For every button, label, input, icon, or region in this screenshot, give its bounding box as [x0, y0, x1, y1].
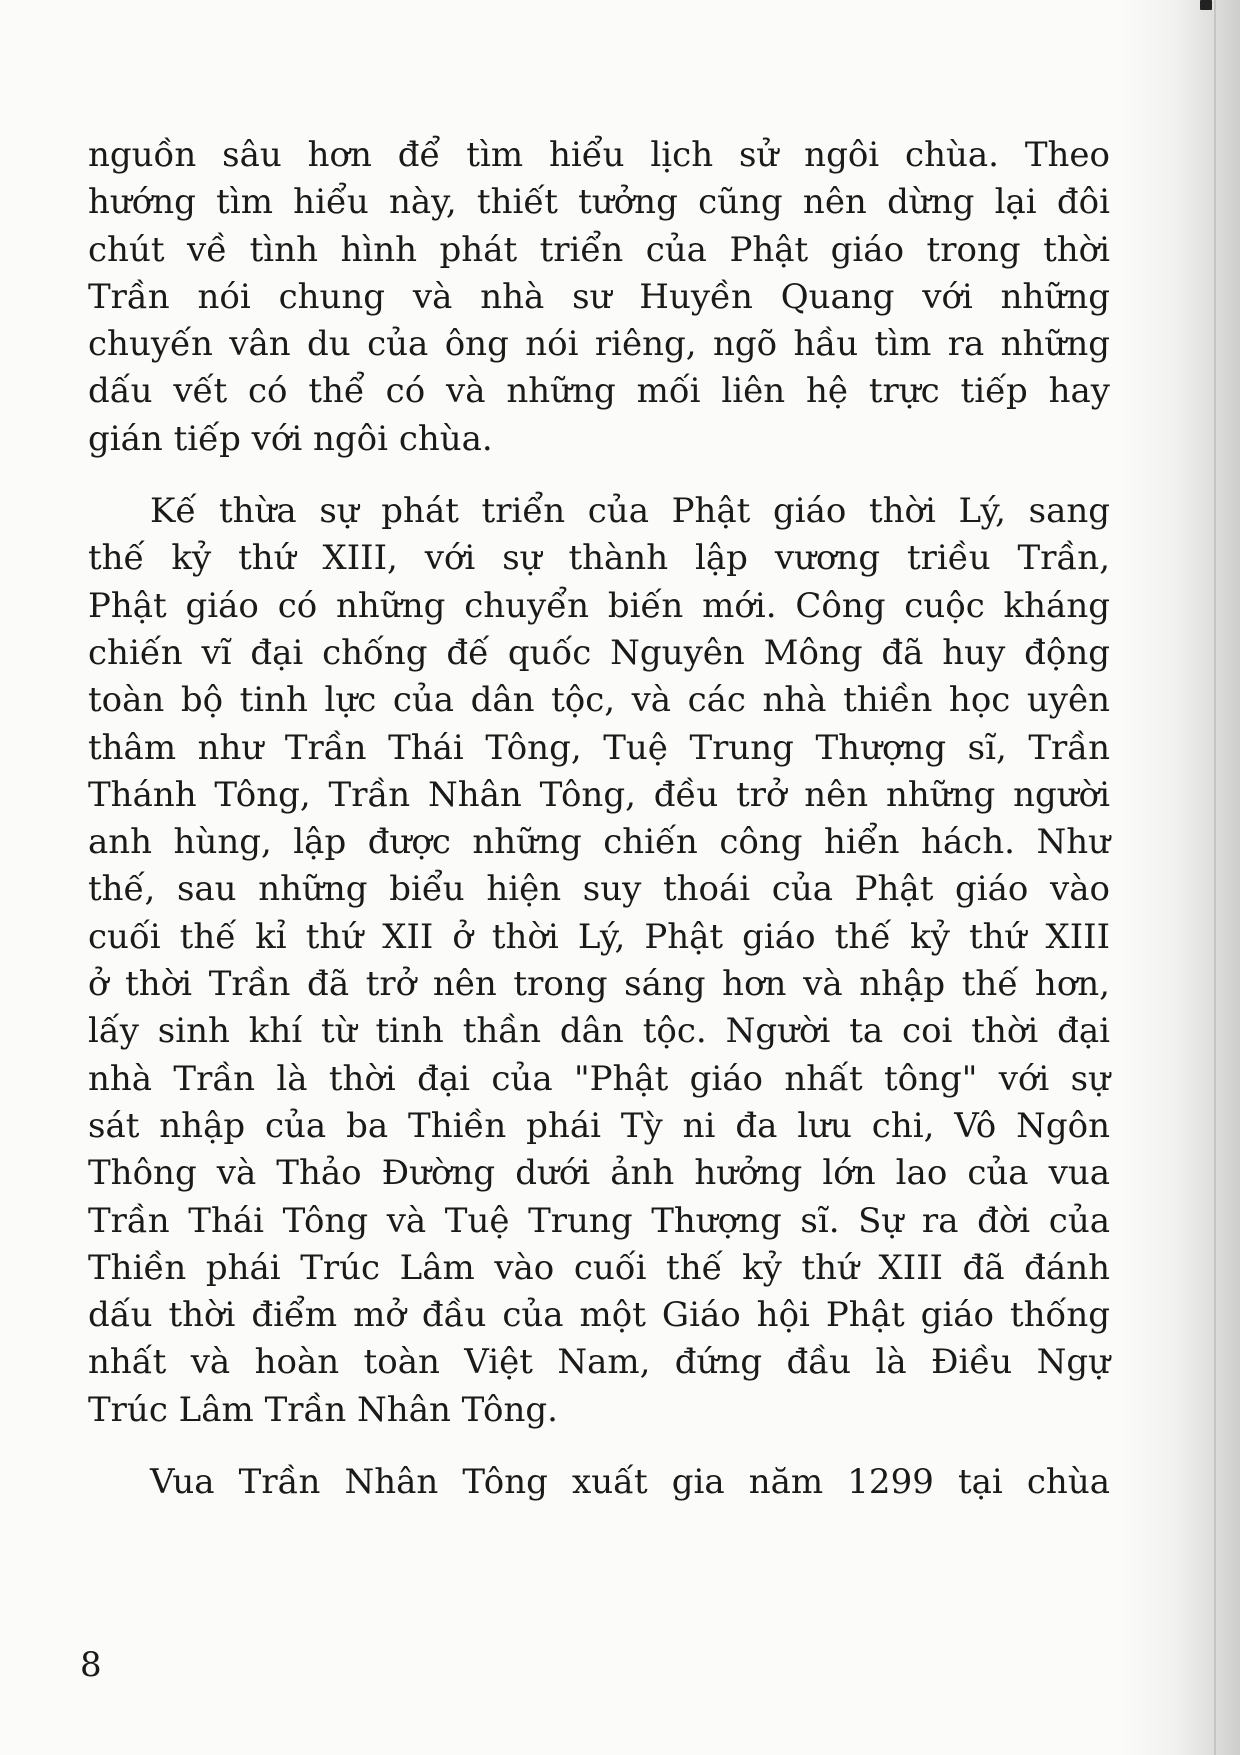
scan-corner-mark	[1200, 0, 1212, 10]
text-line: Trúc Lâm Trần Nhân Tông.	[88, 1389, 558, 1430]
text-line: lấy sinh khí từ tinh thần dân tộc. Người ta coi thời đại	[88, 1011, 1110, 1052]
paragraph-3	[88, 1459, 1110, 1506]
text-line: nguồn sâu hơn để tìm hiểu lịch sử ngôi chùa. Theo	[88, 135, 1110, 175]
text-line: Kế thừa sự phát triển của Phật giáo thời Lý, sang	[150, 491, 1110, 532]
text-line: thâm như Trần Thái Tông, Tuệ Trung Thượng sĩ, Trần	[88, 727, 1110, 768]
page-edge-shadow	[1120, 0, 1240, 1755]
text-line: nhà Trần là thời đại của "Phật giáo nhất tông" với sự	[88, 1058, 1110, 1099]
text-line: Phật giáo có những chuyển biến mới. Công cuộc kháng	[88, 585, 1110, 626]
text-line: anh hùng, lập được những chiến công hiển hách. Như	[88, 822, 1110, 863]
text-line: dấu thời điểm mở đầu của một Giáo hội Phật giáo thống	[88, 1295, 1110, 1336]
text-line: toàn bộ tinh lực của dân tộc, và các nhà thiền học uyên	[88, 680, 1110, 721]
text-line: sát nhập của ba Thiền phái Tỳ ni đa lưu chi, Vô Ngôn	[88, 1105, 1110, 1146]
text-line: ở thời Trần đã trở nên trong sáng hơn và nhập thế hơn,	[88, 964, 1110, 1005]
text-line: hướng tìm hiểu này, thiết tưởng cũng nên dừng lại đôi	[88, 182, 1110, 223]
text-line: cuối thế kỉ thứ XII ở thời Lý, Phật giáo thế kỷ thứ XIII	[88, 916, 1110, 957]
text-line: Thánh Tông, Trần Nhân Tông, đều trở nên những người	[88, 774, 1110, 815]
paragraph-2	[88, 488, 1110, 1434]
text-line: chiến vĩ đại chống đế quốc Nguyên Mông đã huy động	[88, 632, 1110, 673]
body-text	[88, 132, 1110, 1531]
text-line: thế kỷ thứ XIII, với sự thành lập vương triều Trần,	[88, 538, 1110, 579]
text-line: Trần nói chung và nhà sư Huyền Quang với những	[88, 276, 1110, 317]
page-number: 8	[80, 1645, 102, 1685]
text-line: nhất và hoàn toàn Việt Nam, đứng đầu là Điều Ngự	[88, 1342, 1110, 1383]
paragraph-1	[88, 132, 1110, 463]
text-line: chuyến vân du của ông nói riêng, ngõ hầu tìm ra những	[88, 324, 1110, 365]
text-line: Thông và Thảo Đường dưới ảnh hưởng lớn lao của vua	[88, 1153, 1110, 1194]
text-line: Thiền phái Trúc Lâm vào cuối thế kỷ thứ XIII đã đánh	[88, 1247, 1110, 1288]
page-edge-line	[1214, 0, 1216, 1755]
text-line: dấu vết có thể có và những mối liên hệ trực tiếp hay	[88, 371, 1110, 412]
text-line: gián tiếp với ngôi chùa.	[88, 418, 493, 459]
text-line: chút về tình hình phát triển của Phật giáo trong thời	[88, 229, 1110, 270]
text-line: Trần Thái Tông và Tuệ Trung Thượng sĩ. Sự ra đời của	[88, 1200, 1110, 1241]
text-line: thế, sau những biểu hiện suy thoái của Phật giáo vào	[88, 869, 1110, 910]
text-line: Vua Trần Nhân Tông xuất gia năm 1299 tại chùa	[150, 1462, 1110, 1503]
